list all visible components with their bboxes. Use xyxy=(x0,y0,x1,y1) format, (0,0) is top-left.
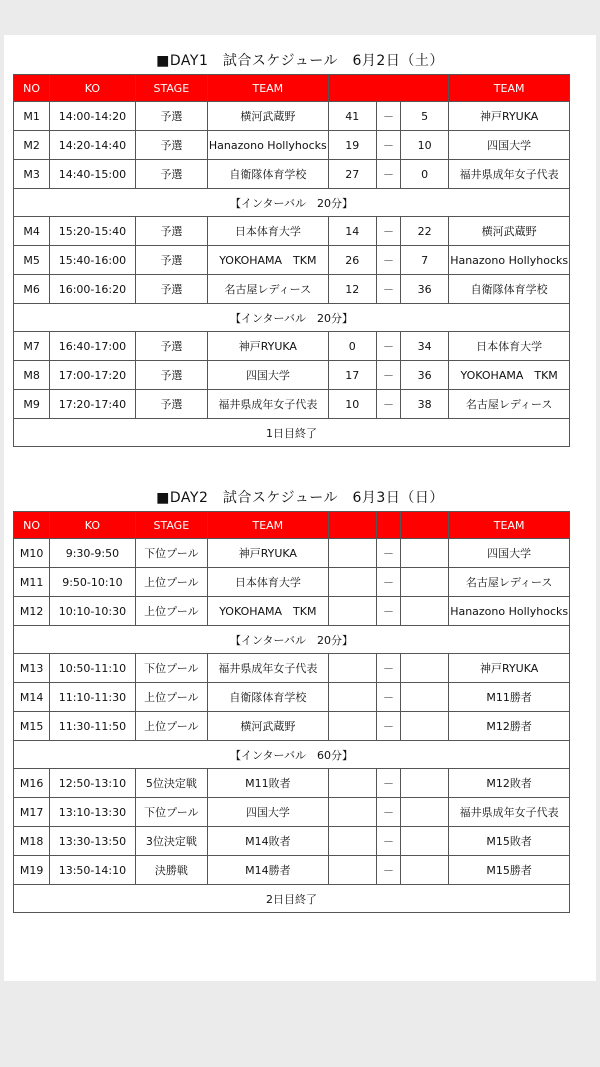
kickoff-time: 17:20-17:40 xyxy=(50,390,135,419)
match-no: M2 xyxy=(14,131,50,160)
kickoff-time: 14:20-14:40 xyxy=(50,131,135,160)
score-dash: － xyxy=(376,131,400,160)
table-row xyxy=(14,798,570,827)
day1-title: ■DAY1 試合スケジュール 6月2日（土） xyxy=(156,53,444,69)
table-row xyxy=(14,568,570,597)
team-right: 福井県成年女子代表 xyxy=(449,798,570,827)
match-no: M11 xyxy=(14,568,50,597)
team-left: 福井県成年女子代表 xyxy=(208,654,329,683)
score-dash: － xyxy=(376,856,400,885)
stage: 上位プール xyxy=(135,568,207,597)
interval-label: 【インターバル 60分】 xyxy=(14,741,570,769)
team-right: 自衛隊体育学校 xyxy=(449,275,570,304)
team-left: 日本体育大学 xyxy=(208,568,329,597)
team-right: 四国大学 xyxy=(449,539,570,568)
score-left xyxy=(328,712,376,741)
score-right xyxy=(401,712,449,741)
score-dash: － xyxy=(376,539,400,568)
header-no: NO xyxy=(14,75,50,102)
score-right: 34 xyxy=(401,332,449,361)
team-left: M11敗者 xyxy=(208,769,329,798)
score-right: 5 xyxy=(401,102,449,131)
stage: 予選 xyxy=(135,332,207,361)
interval-row xyxy=(14,741,570,769)
team-right: M11勝者 xyxy=(449,683,570,712)
score-left xyxy=(328,654,376,683)
team-right: 福井県成年女子代表 xyxy=(449,160,570,189)
score-left: 0 xyxy=(328,332,376,361)
score-dash: － xyxy=(376,102,400,131)
match-no: M16 xyxy=(14,769,50,798)
team-right: 四国大学 xyxy=(449,131,570,160)
kickoff-time: 17:00-17:20 xyxy=(50,361,135,390)
team-left: 名古屋レディース xyxy=(208,275,329,304)
day1-schedule-table xyxy=(13,74,570,447)
stage: 予選 xyxy=(135,131,207,160)
header-team: TEAM xyxy=(208,512,329,539)
stage: 予選 xyxy=(135,160,207,189)
kickoff-time: 15:20-15:40 xyxy=(50,217,135,246)
team-left: YOKOHAMA TKM xyxy=(208,597,329,626)
team-left: M14勝者 xyxy=(208,856,329,885)
score-dash: － xyxy=(376,798,400,827)
team-left: 四国大学 xyxy=(208,361,329,390)
team-left: 神戸RYUKA xyxy=(208,539,329,568)
match-no: M3 xyxy=(14,160,50,189)
team-left: YOKOHAMA TKM xyxy=(208,246,329,275)
score-right: 38 xyxy=(401,390,449,419)
end-row xyxy=(14,419,570,447)
kickoff-time: 11:30-11:50 xyxy=(50,712,135,741)
match-no: M10 xyxy=(14,539,50,568)
kickoff-time: 15:40-16:00 xyxy=(50,246,135,275)
table-row xyxy=(14,332,570,361)
team-left: Hanazono Hollyhocks xyxy=(208,131,329,160)
score-right: 10 xyxy=(401,131,449,160)
score-left xyxy=(328,597,376,626)
table-header-row xyxy=(14,75,570,102)
score-dash: － xyxy=(376,390,400,419)
score-dash: － xyxy=(376,160,400,189)
interval-label: 【インターバル 20分】 xyxy=(14,626,570,654)
day2-schedule-table xyxy=(13,511,570,913)
interval-label: 【インターバル 20分】 xyxy=(14,304,570,332)
team-left: 福井県成年女子代表 xyxy=(208,390,329,419)
match-no: M14 xyxy=(14,683,50,712)
stage: 予選 xyxy=(135,275,207,304)
stage: 上位プール xyxy=(135,683,207,712)
header-score-left xyxy=(328,512,376,539)
stage: 下位プール xyxy=(135,654,207,683)
team-right: Hanazono Hollyhocks xyxy=(449,597,570,626)
score-right: 0 xyxy=(401,160,449,189)
match-no: M4 xyxy=(14,217,50,246)
score-left: 19 xyxy=(328,131,376,160)
day2-title: ■DAY2 試合スケジュール 6月3日（日） xyxy=(156,490,444,506)
team-left: 横河武蔵野 xyxy=(208,712,329,741)
table-row xyxy=(14,390,570,419)
match-no: M12 xyxy=(14,597,50,626)
match-no: M19 xyxy=(14,856,50,885)
stage: 予選 xyxy=(135,361,207,390)
score-dash: － xyxy=(376,275,400,304)
table-row xyxy=(14,160,570,189)
end-row xyxy=(14,885,570,913)
team-right: M15敗者 xyxy=(449,827,570,856)
score-right: 22 xyxy=(401,217,449,246)
stage: 予選 xyxy=(135,217,207,246)
match-no: M17 xyxy=(14,798,50,827)
score-left: 10 xyxy=(328,390,376,419)
score-right xyxy=(401,597,449,626)
header-team2: TEAM xyxy=(449,512,570,539)
table-row xyxy=(14,856,570,885)
score-right xyxy=(401,769,449,798)
team-right: 横河武蔵野 xyxy=(449,217,570,246)
table-header-row xyxy=(14,512,570,539)
table-row xyxy=(14,131,570,160)
match-no: M9 xyxy=(14,390,50,419)
match-no: M7 xyxy=(14,332,50,361)
header-ko: KO xyxy=(50,75,135,102)
stage: 下位プール xyxy=(135,539,207,568)
match-no: M18 xyxy=(14,827,50,856)
score-left xyxy=(328,769,376,798)
score-left: 17 xyxy=(328,361,376,390)
score-dash: － xyxy=(376,597,400,626)
score-right xyxy=(401,683,449,712)
kickoff-time: 11:10-11:30 xyxy=(50,683,135,712)
interval-row xyxy=(14,189,570,217)
team-right: 神戸RYUKA xyxy=(449,102,570,131)
score-right: 36 xyxy=(401,275,449,304)
table-row xyxy=(14,217,570,246)
score-left: 26 xyxy=(328,246,376,275)
table-row xyxy=(14,597,570,626)
score-dash: － xyxy=(376,683,400,712)
stage: 予選 xyxy=(135,390,207,419)
interval-row xyxy=(14,304,570,332)
team-left: 自衛隊体育学校 xyxy=(208,683,329,712)
header-score xyxy=(328,75,449,102)
stage: 予選 xyxy=(135,246,207,275)
score-right xyxy=(401,539,449,568)
header-no: NO xyxy=(14,512,50,539)
score-dash: － xyxy=(376,827,400,856)
kickoff-time: 10:50-11:10 xyxy=(50,654,135,683)
kickoff-time: 9:50-10:10 xyxy=(50,568,135,597)
header-score-dash xyxy=(376,512,400,539)
score-right xyxy=(401,654,449,683)
kickoff-time: 10:10-10:30 xyxy=(50,597,135,626)
team-right: M15勝者 xyxy=(449,856,570,885)
header-team: TEAM xyxy=(208,75,329,102)
kickoff-time: 14:00-14:20 xyxy=(50,102,135,131)
table-row xyxy=(14,654,570,683)
table-row xyxy=(14,683,570,712)
interval-label: 【インターバル 20分】 xyxy=(14,189,570,217)
stage: 上位プール xyxy=(135,597,207,626)
kickoff-time: 13:50-14:10 xyxy=(50,856,135,885)
header-ko: KO xyxy=(50,512,135,539)
match-no: M1 xyxy=(14,102,50,131)
score-dash: － xyxy=(376,217,400,246)
score-left: 41 xyxy=(328,102,376,131)
stage: 決勝戦 xyxy=(135,856,207,885)
team-right: YOKOHAMA TKM xyxy=(449,361,570,390)
score-right xyxy=(401,798,449,827)
table-row xyxy=(14,246,570,275)
match-no: M5 xyxy=(14,246,50,275)
table-row xyxy=(14,539,570,568)
match-no: M13 xyxy=(14,654,50,683)
team-right: 名古屋レディース xyxy=(449,568,570,597)
table-row xyxy=(14,712,570,741)
match-no: M6 xyxy=(14,275,50,304)
score-right xyxy=(401,568,449,597)
score-dash: － xyxy=(376,246,400,275)
score-left: 12 xyxy=(328,275,376,304)
table-row xyxy=(14,102,570,131)
header-team2: TEAM xyxy=(449,75,570,102)
header-stage: STAGE xyxy=(135,75,207,102)
team-right: M12勝者 xyxy=(449,712,570,741)
score-left xyxy=(328,568,376,597)
score-dash: － xyxy=(376,568,400,597)
score-right xyxy=(401,856,449,885)
team-right: 名古屋レディース xyxy=(449,390,570,419)
score-right xyxy=(401,827,449,856)
day-end-label: 2日目終了 xyxy=(14,885,570,913)
team-left: 神戸RYUKA xyxy=(208,332,329,361)
match-no: M15 xyxy=(14,712,50,741)
score-dash: － xyxy=(376,361,400,390)
team-right: 神戸RYUKA xyxy=(449,654,570,683)
score-dash: － xyxy=(376,769,400,798)
stage: 予選 xyxy=(135,102,207,131)
score-left: 27 xyxy=(328,160,376,189)
table-row xyxy=(14,769,570,798)
score-right: 36 xyxy=(401,361,449,390)
score-dash: － xyxy=(376,712,400,741)
header-score-right xyxy=(401,512,449,539)
team-right: Hanazono Hollyhocks xyxy=(449,246,570,275)
stage: 5位決定戦 xyxy=(135,769,207,798)
day-end-label: 1日目終了 xyxy=(14,419,570,447)
table-row xyxy=(14,827,570,856)
kickoff-time: 13:10-13:30 xyxy=(50,798,135,827)
kickoff-time: 13:30-13:50 xyxy=(50,827,135,856)
score-left xyxy=(328,539,376,568)
score-left xyxy=(328,683,376,712)
kickoff-time: 9:30-9:50 xyxy=(50,539,135,568)
score-left: 14 xyxy=(328,217,376,246)
kickoff-time: 16:40-17:00 xyxy=(50,332,135,361)
score-left xyxy=(328,856,376,885)
team-right: M12敗者 xyxy=(449,769,570,798)
score-right: 7 xyxy=(401,246,449,275)
table-row xyxy=(14,361,570,390)
team-left: 日本体育大学 xyxy=(208,217,329,246)
stage: 上位プール xyxy=(135,712,207,741)
stage: 3位決定戦 xyxy=(135,827,207,856)
score-dash: － xyxy=(376,654,400,683)
table-row xyxy=(14,275,570,304)
kickoff-time: 12:50-13:10 xyxy=(50,769,135,798)
team-left: 横河武蔵野 xyxy=(208,102,329,131)
score-dash: － xyxy=(376,332,400,361)
kickoff-time: 14:40-15:00 xyxy=(50,160,135,189)
match-no: M8 xyxy=(14,361,50,390)
kickoff-time: 16:00-16:20 xyxy=(50,275,135,304)
team-right: 日本体育大学 xyxy=(449,332,570,361)
team-left: 四国大学 xyxy=(208,798,329,827)
team-left: M14敗者 xyxy=(208,827,329,856)
score-left xyxy=(328,798,376,827)
header-stage: STAGE xyxy=(135,512,207,539)
score-left xyxy=(328,827,376,856)
stage: 下位プール xyxy=(135,798,207,827)
team-left: 自衛隊体育学校 xyxy=(208,160,329,189)
interval-row xyxy=(14,626,570,654)
